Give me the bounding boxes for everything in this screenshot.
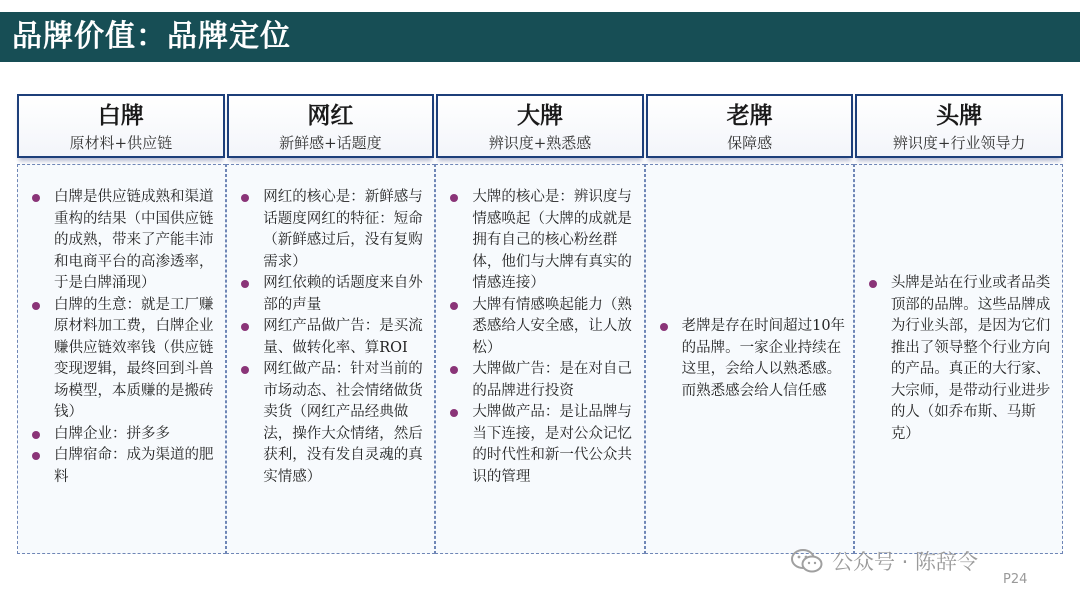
watermark-text: 公众号 · 陈辞令 (832, 550, 979, 574)
bullet-item: 网红产品做广告：是买流量、做转化率、算ROI (239, 316, 428, 359)
brand-subtitle: 辨识度+熟悉感 (488, 134, 592, 152)
bullet-dot-icon (450, 366, 458, 374)
brand-name: 白牌 (97, 103, 144, 129)
bullet-list (658, 316, 847, 402)
bullet-dot-icon (32, 431, 40, 439)
wechat-icon (790, 548, 824, 574)
bullet-item: 网红做产品：针对当前的市场动态、社会情绪做货卖货（网红产品经典做法，操作大众情绪，然后获利，没有发自灵魂的真实情感） (239, 359, 428, 488)
brand-subtitle: 辨识度+行业领导力 (892, 134, 1026, 152)
header-cell-influencer (227, 94, 435, 158)
brand-subtitle: 保障感 (727, 134, 773, 152)
bullet-dot-icon (32, 194, 40, 202)
bullet-dot-icon (241, 194, 249, 202)
column-leader (854, 164, 1063, 554)
bullet-dot-icon (241, 280, 249, 288)
header-cell-leader (855, 94, 1063, 158)
bullet-dot-icon (241, 323, 249, 331)
header-cell-major (436, 94, 644, 158)
brand-subtitle: 新鲜感+话题度 (279, 134, 382, 152)
body-row (17, 164, 1063, 554)
column-heritage (645, 164, 854, 554)
page-title: 品牌价值：品牌定位 (12, 19, 291, 54)
bullet-item: 白牌是供应链成熟和渠道重构的结果（中国供应链的成熟，带来了产能丰沛和电商平台的高渗透率，于是白牌涌现） (30, 187, 219, 295)
bullet-item: 老牌是存在时间超过10年的品牌。一家企业持续在这里，会给人以熟悉感。而熟悉感会给人信任感 (658, 316, 847, 402)
bullet-dot-icon (660, 323, 668, 331)
bullet-list (867, 273, 1056, 445)
bullet-dot-icon (450, 194, 458, 202)
page-number: P24 (1003, 572, 1028, 587)
bullet-dot-icon (32, 302, 40, 310)
bullet-list (239, 187, 428, 488)
bullet-dot-icon (450, 409, 458, 417)
column-major (435, 164, 644, 554)
header-row (17, 94, 1063, 158)
column-influencer (226, 164, 435, 554)
brand-subtitle: 原材料+供应链 (69, 134, 173, 152)
brand-name: 网红 (307, 103, 354, 129)
column-white-label (17, 164, 226, 554)
brand-name: 头牌 (936, 103, 983, 129)
bullet-item: 白牌宿命：成为渠道的肥料 (30, 445, 219, 488)
bullet-list (448, 187, 637, 488)
bullet-item: 头牌是站在行业或者品类顶部的品牌。这些品牌成为行业头部，是因为它们推出了领导整个行业方向的产品。真正的大行家、大宗师，是带动行业进步的人（如乔布斯、马斯克） (867, 273, 1056, 445)
brand-name: 老牌 (726, 103, 773, 129)
bullet-item: 大牌有情感唤起能力（熟悉感给人安全感，让人放松） (448, 295, 637, 360)
bullet-item: 白牌企业：拼多多 (30, 424, 219, 446)
bullet-item: 大牌做广告：是在对自己的品牌进行投资 (448, 359, 637, 402)
header-cell-heritage (646, 94, 854, 158)
brand-name: 大牌 (516, 103, 563, 129)
bullet-item: 大牌的核心是：辨识度与情感唤起（大牌的成就是拥有自己的核心粉丝群体，他们与大牌有真实的情感连接） (448, 187, 637, 295)
bullet-dot-icon (869, 280, 877, 288)
title-bar (0, 12, 1080, 62)
bullet-item: 网红依赖的话题度来自外部的声量 (239, 273, 428, 316)
bullet-item: 大牌做产品：是让品牌与当下连接，是对公众记忆的时代性和新一代公众共识的管理 (448, 402, 637, 488)
bullet-item: 网红的核心是：新鲜感与话题度网红的特征：短命（新鲜感过后，没有复购需求） (239, 187, 428, 273)
watermark (790, 546, 978, 576)
bullet-dot-icon (32, 452, 40, 460)
header-cell-white-label (17, 94, 225, 158)
bullet-list (30, 187, 219, 488)
bullet-item: 白牌的生意：就是工厂赚原材料加工费，白牌企业赚供应链效率钱（供应链变现逻辑，最终回到斗兽场模型，本质赚的是搬砖钱） (30, 295, 219, 424)
bullet-dot-icon (450, 302, 458, 310)
bullet-dot-icon (241, 366, 249, 374)
